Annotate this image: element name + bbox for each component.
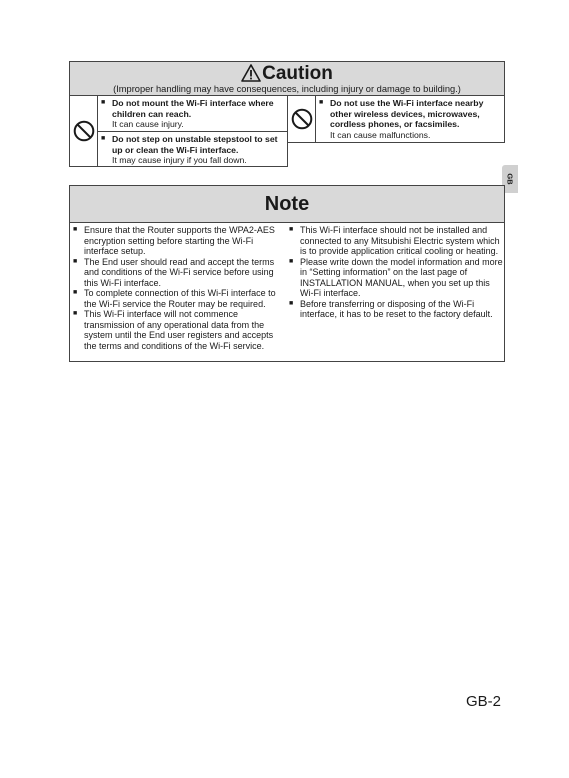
list-item — [73, 257, 285, 289]
caution-item-3-body: It can cause malfunctions. — [330, 129, 431, 140]
caution-item-2 — [97, 131, 288, 167]
caution-header — [69, 61, 505, 97]
prohibited-icon — [73, 120, 95, 142]
caution-item-3 — [315, 95, 505, 143]
note-column-left — [73, 225, 285, 351]
bullet: ■ — [73, 257, 78, 265]
list-item — [73, 288, 285, 309]
caution-title — [70, 63, 504, 85]
note-item-text: The End user should read and accept the terms and conditions of the Wi-Fi service before using this Wi-Fi interface. — [84, 256, 275, 288]
note-item-text: This Wi-Fi interface should not be installed and connected to any Mitsubishi Electric system which is to provide application critical cooling or heating. — [300, 225, 500, 256]
bullet: ■ — [289, 257, 294, 265]
note-item-text: To complete connection of this Wi-Fi interface to the Wi-Fi service the Router may be required. — [84, 288, 276, 309]
note-column-right — [289, 225, 503, 320]
caution-item-1-body: It can cause injury. — [112, 119, 184, 129]
list-item — [289, 257, 503, 299]
note-box — [69, 185, 505, 362]
bullet: ■ — [101, 99, 106, 106]
bullet: ■ — [289, 226, 294, 233]
bullet: ■ — [319, 99, 324, 106]
page-number: GB-2 — [466, 693, 502, 710]
caution-item-1-head: Do not mount the Wi-Fi interface where children can reach. — [112, 98, 274, 119]
list-item — [73, 225, 285, 257]
bullet: ■ — [289, 299, 294, 307]
note-item-text: This Wi-Fi interface will not commence transmission of any operational data from the system until the End user registers and accepts the terms and conditions of the Wi-Fi service. — [84, 309, 274, 351]
caution-title-text: Caution — [262, 63, 333, 84]
prohibit-icon-cell-right — [287, 95, 316, 143]
list-item — [73, 309, 285, 351]
list-item — [289, 299, 503, 320]
language-tab-label: GB — [505, 173, 515, 185]
caution-box — [69, 61, 505, 167]
note-item-text: Please write down the model information and more in “Setting information” on the last page of INSTALLATION MANUAL, when you set up this Wi-Fi interface. — [300, 256, 503, 298]
bullet: ■ — [101, 135, 106, 142]
caution-item-2-head: Do not step on unstable stepstool to set up or clean the Wi-Fi interface. — [112, 134, 278, 155]
note-item-text: Before transferring or disposing of the Wi-Fi interface, it has to be reset to the factory default. — [300, 298, 493, 319]
caution-subtitle: (Improper handling may have consequences, including injury or damage to building.) — [113, 84, 461, 94]
list-item — [289, 225, 503, 257]
prohibit-icon-cell-left — [69, 95, 98, 167]
note-item-text: Ensure that the Router supports the WPA2-AES encryption setting before starting the Wi-Fi interface setup. — [84, 225, 275, 256]
bullet: ■ — [73, 310, 78, 317]
note-title: Note — [264, 193, 310, 215]
bullet: ■ — [73, 289, 78, 296]
warning-triangle-icon — [241, 64, 261, 82]
bullet: ■ — [73, 226, 78, 233]
prohibited-icon — [291, 108, 313, 130]
note-header — [70, 186, 504, 223]
caution-item-3-head: Do not use the Wi-Fi interface nearby other wireless devices, microwaves, cordless phones, or facsimiles. — [330, 98, 484, 129]
caution-item-1 — [97, 95, 288, 132]
caution-item-2-body: It may cause injury if you fall down. — [112, 155, 247, 165]
